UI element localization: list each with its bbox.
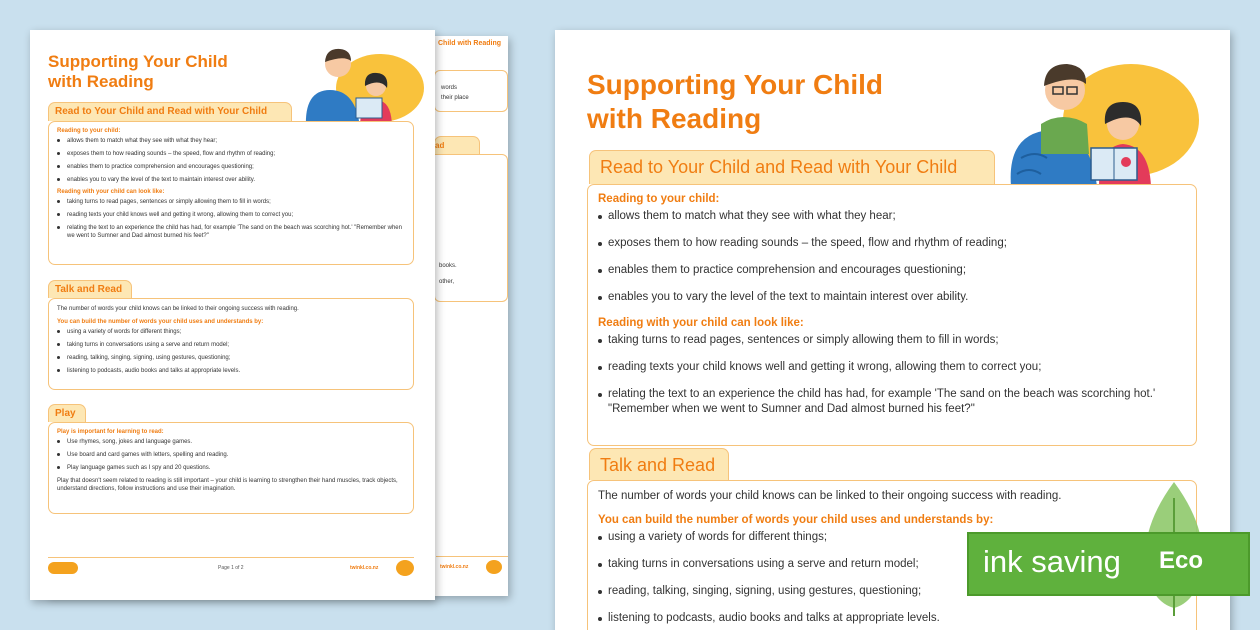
list-item: enables them to practice comprehension and encourages questioning; bbox=[57, 163, 405, 171]
section-tab-talk: Talk and Read bbox=[48, 280, 132, 298]
section-box-read bbox=[587, 184, 1197, 446]
list-item: reading texts your child knows well and getting it wrong, allowing them to correct you; bbox=[57, 211, 405, 219]
back-fragment: words bbox=[441, 85, 458, 91]
list-item: enables them to practice comprehension and encourages questioning; bbox=[598, 263, 1186, 278]
footer-site: twinkl.co.nz bbox=[350, 565, 379, 571]
back-page-header: Child with Reading bbox=[438, 40, 501, 47]
small-page-title: Supporting Your Child with Reading bbox=[48, 52, 228, 92]
list-item: relating the text to an experience the child has had, for example 'The sand on the beach was scorching hot.' "Remember when we went to Sumner and Dad almost burned his feet?" bbox=[598, 387, 1186, 417]
list-item: taking turns to read pages, sentences or simply allowing them to fill in words; bbox=[598, 333, 1186, 348]
back-fragment: other, bbox=[439, 279, 455, 285]
footer-page-number: Page 1 of 2 bbox=[218, 565, 244, 571]
paragraph: The number of words your child knows can be linked to their ongoing success with reading. bbox=[57, 306, 299, 312]
parent-child-reading-illustration-icon bbox=[1005, 54, 1205, 186]
eco-label: Eco bbox=[1159, 547, 1204, 574]
list-item: exposes them to how reading sounds – the speed, flow and rhythm of reading; bbox=[57, 150, 405, 158]
small-page-sheet bbox=[30, 30, 435, 600]
ink-saving-badge bbox=[967, 532, 1250, 596]
back-page-box-2 bbox=[434, 154, 508, 302]
section-tab-talk: Talk and Read bbox=[589, 448, 729, 480]
badge-logo-icon bbox=[396, 560, 414, 576]
page-title: Supporting Your Child with Reading bbox=[587, 69, 884, 134]
section-box-read bbox=[48, 121, 414, 265]
subheading: You can build the number of words your child uses and understands by: bbox=[57, 319, 264, 325]
subheading: Reading with your child can look like: bbox=[598, 317, 804, 329]
back-footer-site: twinkl.co.nz bbox=[440, 564, 469, 570]
subheading: Reading to your child: bbox=[598, 193, 720, 205]
list-item: enables you to vary the level of the text to maintain interest over ability. bbox=[598, 290, 1186, 305]
section-tab-read: Read to Your Child and Read with Your Child bbox=[48, 102, 292, 121]
back-page-tab: ad bbox=[434, 136, 480, 154]
list-item: Play language games such as I spy and 20 questions. bbox=[57, 464, 405, 472]
section-tab-play: Play bbox=[48, 404, 86, 422]
subheading: Play is important for learning to read: bbox=[57, 429, 164, 435]
list-item: enables you to vary the level of the text to maintain interest over ability. bbox=[57, 176, 405, 184]
section-box-talk bbox=[48, 298, 414, 390]
back-fragment: books. bbox=[439, 263, 457, 269]
paragraph: The number of words your child knows can be linked to their ongoing success with reading. bbox=[598, 490, 1062, 502]
list-item: listening to podcasts, audio books and talks at appropriate levels. bbox=[598, 611, 1186, 626]
section-tab-read: Read to Your Child and Read with Your Child bbox=[589, 150, 995, 184]
list-item: taking turns in conversations using a serve and return model; bbox=[598, 557, 1186, 572]
subheading: Reading with your child can look like: bbox=[57, 189, 165, 195]
list-item: taking turns to read pages, sentences or simply allowing them to fill in words; bbox=[57, 198, 405, 206]
list-item: allows them to match what they see with what they hear; bbox=[57, 137, 405, 145]
list-item: taking turns in conversations using a serve and return model; bbox=[57, 341, 405, 349]
list-item: exposes them to how reading sounds – the speed, flow and rhythm of reading; bbox=[598, 236, 1186, 251]
list-item: reading texts your child knows well and getting it wrong, allowing them to correct you; bbox=[598, 360, 1186, 375]
back-page-box-1 bbox=[434, 70, 508, 112]
back-footer-line bbox=[436, 556, 508, 557]
list-item: listening to podcasts, audio books and talks at appropriate levels. bbox=[57, 367, 405, 375]
logo-icon bbox=[486, 560, 502, 574]
list-item: Use rhymes, song, jokes and language games. bbox=[57, 438, 405, 446]
subheading: Reading to your child: bbox=[57, 128, 121, 134]
subheading: You can build the number of words your child uses and understands by: bbox=[598, 514, 994, 526]
list-item: using a variety of words for different things; bbox=[57, 328, 405, 336]
list-item: Use board and card games with letters, spelling and reading. bbox=[57, 451, 405, 459]
section-box-play bbox=[48, 422, 414, 514]
footer-line bbox=[48, 557, 414, 558]
list-item: reading, talking, singing, signing, using gestures, questioning; bbox=[57, 354, 405, 362]
parent-child-reading-illustration-icon bbox=[300, 42, 424, 128]
list-item: allows them to match what they see with what they hear; bbox=[598, 209, 1186, 224]
list-item: reading, talking, singing, signing, using gestures, questioning; bbox=[598, 584, 1186, 599]
ink-saving-label: ink saving bbox=[983, 544, 1121, 579]
back-fragment: their place bbox=[441, 95, 469, 101]
twinkl-logo-icon bbox=[48, 562, 78, 574]
paragraph: Play that doesn't seem related to reading is still important – your child is learning to strengthen their hand muscles, track objects, understand directions, follow instructions and use their imagination. bbox=[57, 478, 398, 492]
list-item: relating the text to an experience the child has had, for example 'The sand on the beach was scorching hot.' "Remember when we went to Sumner and Dad almost burned his feet?" bbox=[57, 224, 405, 240]
list-item: using a variety of words for different things; bbox=[598, 530, 1186, 545]
